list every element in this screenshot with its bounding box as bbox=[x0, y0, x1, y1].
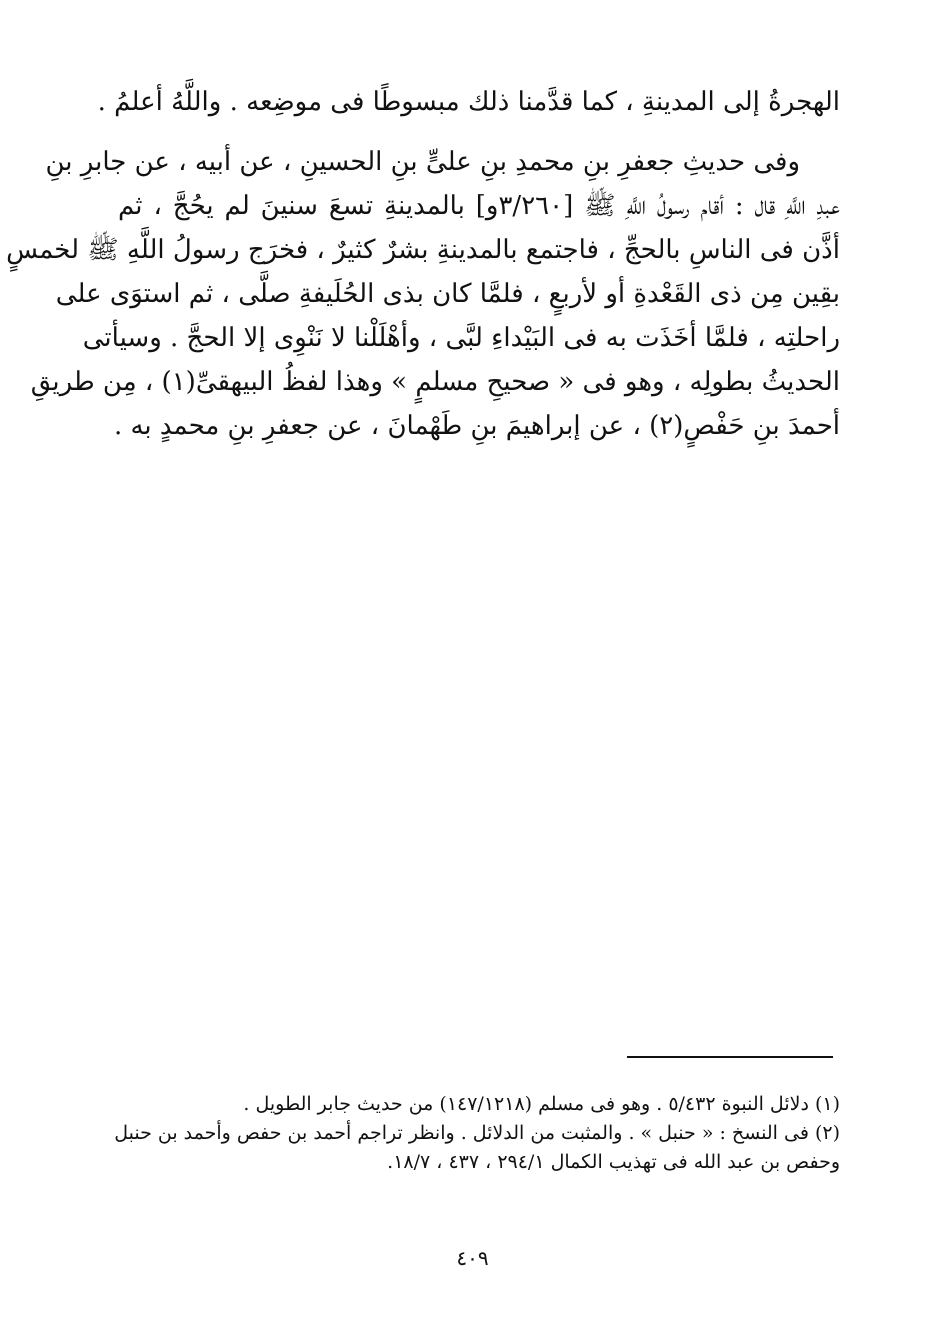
paragraph-2-line-5: راحلتِه ، فلمَّا أخَذَت به فى البَيْداءِ لبَّى ، وأهْلَلْنا لا نَنْوِى إلا الحجَّ . وسيأتى bbox=[82, 323, 840, 353]
page-number: ٤٠٩ bbox=[456, 1246, 489, 1270]
footnote-2-line-1: (٢) فى النسخ : « حنبل » . والمثبت من الدلائل . وانظر تراجم أحمد بن حفص وأحمد بن حنبل bbox=[114, 1122, 840, 1144]
paragraph-gap bbox=[118, 124, 840, 140]
paragraph-1-line-1: الهجرةُ إلى المدينةِ ، كما قدَّمنا ذلك مبسوطًا فى موضِعه . واللَّهُ أعلمُ . bbox=[97, 87, 840, 117]
footnote-1: (١) دلائل النبوة ٥/٤٣٢ . وهو فى مسلم (١٤٧/١٢١٨) من حديث جابر الطويل . bbox=[243, 1093, 840, 1115]
paragraph-2-line-2: عبدِ اللَّهِ قال : أقام رسولُ اللَّهِ ﷺ [٣/٢٦٠و] بالمدينةِ تسعَ سنينَ لم يحُجَّ ، ثم bbox=[118, 191, 840, 221]
footnote-separator bbox=[627, 1056, 833, 1058]
footnote-2-line-2: وحفص بن عبد الله فى تهذيب الكمال ٢٩٤/١ ، ٤٣٧ ، ١٨/٧. bbox=[387, 1151, 840, 1173]
paragraph-2-line-7: أحمدَ بنِ حَفْصٍ(٢) ، عن إبراهيمَ بنِ طَهْمانَ ، عن جعفرِ بنِ محمدٍ به . bbox=[113, 411, 840, 441]
paragraph-2-line-4: بقِين مِن ذى القَعْدةِ أو لأربعٍ ، فلمَّا كان بذى الحُلَيفةِ صلَّى ، ثم استوَى على bbox=[55, 279, 840, 309]
footnotes bbox=[114, 1090, 840, 1177]
paragraph-2-line-6: الحديثُ بطولِه ، وهو فى « صحيحِ مسلمٍ » وهذا لفظُ البيهقىِّ(١) ، مِن طريقِ bbox=[30, 367, 840, 397]
paragraph-2-line-3: أذَّن فى الناسِ بالحجِّ ، فاجتمع بالمدينةِ بشرٌ كثيرٌ ، فخرَج رسولُ اللَّهِ ﷺ لخمسٍ bbox=[6, 235, 840, 265]
paragraph-2-line-1: وفى حديثِ جعفرِ بنِ محمدِ بنِ علىٍّ بنِ الحسينِ ، عن أبيه ، عن جابرِ بنِ bbox=[45, 147, 800, 177]
main-text bbox=[6, 80, 840, 448]
